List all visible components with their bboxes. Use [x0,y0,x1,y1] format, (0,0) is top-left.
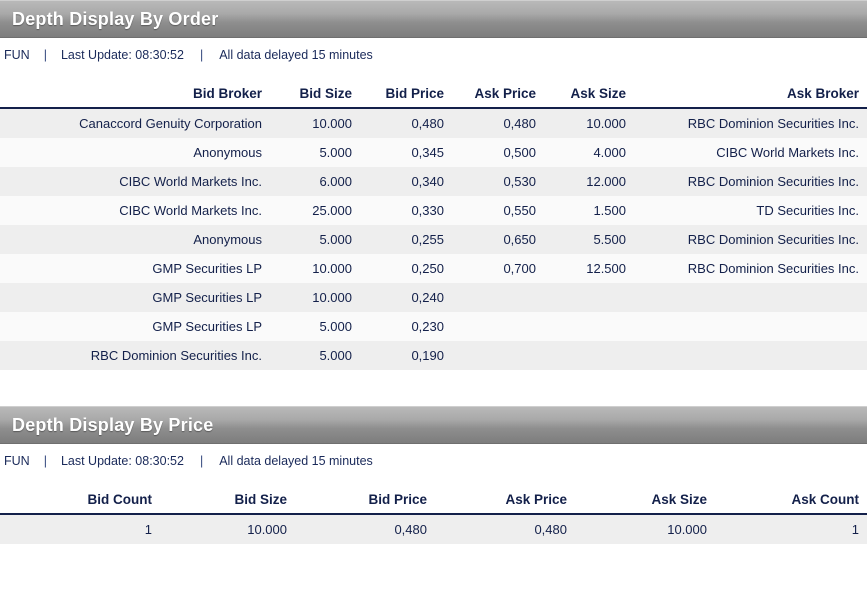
depth-by-order-table [0,82,867,370]
depth-by-price-table [0,488,867,544]
cell-bid-size: 10.000 [270,283,360,312]
table-row [0,108,867,138]
column-header-bid-size: Bid Size [160,488,295,514]
cell-ask-price: 0,650 [452,225,544,254]
column-header-bid-price: Bid Price [360,82,452,108]
section-title: Depth Display By Price [12,414,214,435]
cell-ask-size [544,341,634,370]
cell-bid-price: 0,480 [295,514,435,544]
cell-ask-size: 12.500 [544,254,634,283]
cell-bid-size: 5.000 [270,312,360,341]
depth-by-price-header [0,406,867,444]
cell-bid-size: 10.000 [270,108,360,138]
cell-ask-price: 0,500 [452,138,544,167]
cell-ask-price [452,312,544,341]
cell-ask-price: 0,550 [452,196,544,225]
cell-ask-size: 4.000 [544,138,634,167]
cell-ask-price: 0,530 [452,167,544,196]
column-header-ask-size: Ask Size [575,488,715,514]
table-row [0,225,867,254]
cell-bid-broker: Canaccord Genuity Corporation [0,108,270,138]
cell-ask-price [452,341,544,370]
cell-bid-price: 0,255 [360,225,452,254]
cell-bid-broker: CIBC World Markets Inc. [0,167,270,196]
cell-ask-broker: TD Securities Inc. [634,196,867,225]
table-header-row [0,82,867,108]
cell-bid-broker: RBC Dominion Securities Inc. [0,341,270,370]
column-header-bid-size: Bid Size [270,82,360,108]
cell-ask-broker: CIBC World Markets Inc. [634,138,867,167]
cell-ask-broker [634,283,867,312]
cell-ask-price: 0,480 [452,108,544,138]
cell-bid-broker: GMP Securities LP [0,312,270,341]
cell-bid-size: 5.000 [270,225,360,254]
cell-ask-count: 1 [715,514,867,544]
cell-bid-price: 0,230 [360,312,452,341]
depth-by-order-body [0,108,867,370]
page-title: Depth Display By Order [12,8,219,29]
depth-by-price-panel [0,406,867,544]
column-header-bid-count: Bid Count [0,488,160,514]
cell-ask-size: 5.500 [544,225,634,254]
delay-notice-label: All data delayed 15 minutes [219,454,373,468]
order-table-spacer [0,70,867,82]
cell-bid-size: 25.000 [270,196,360,225]
depth-by-order-header [0,0,867,38]
panel-gap [0,370,867,406]
cell-bid-size: 10.000 [160,514,295,544]
table-row [0,341,867,370]
depth-by-order-meta [0,38,867,70]
column-header-ask-price: Ask Price [452,82,544,108]
cell-ask-broker: RBC Dominion Securities Inc. [634,108,867,138]
column-header-ask-broker: Ask Broker [634,82,867,108]
symbol-label: FUN [4,454,30,468]
meta-separator-2: | [199,48,204,62]
table-header-row [0,488,867,514]
cell-bid-broker: Anonymous [0,138,270,167]
cell-ask-size [544,283,634,312]
cell-bid-size: 10.000 [270,254,360,283]
cell-ask-size [544,312,634,341]
cell-bid-count: 1 [0,514,160,544]
cell-ask-price [452,283,544,312]
cell-bid-broker: GMP Securities LP [0,283,270,312]
table-row [0,196,867,225]
cell-bid-broker: CIBC World Markets Inc. [0,196,270,225]
meta-separator-1: | [43,454,47,468]
column-header-ask-size: Ask Size [544,82,634,108]
cell-ask-broker [634,341,867,370]
cell-bid-broker: GMP Securities LP [0,254,270,283]
cell-ask-broker: RBC Dominion Securities Inc. [634,167,867,196]
last-update-label: Last Update: 08:30:52 [60,454,184,468]
symbol-label: FUN [4,48,30,62]
table-row [0,167,867,196]
table-row [0,283,867,312]
table-row [0,138,867,167]
cell-ask-size: 1.500 [544,196,634,225]
cell-ask-broker: RBC Dominion Securities Inc. [634,225,867,254]
cell-bid-price: 0,480 [360,108,452,138]
table-row [0,514,867,544]
cell-bid-size: 5.000 [270,341,360,370]
cell-bid-price: 0,340 [360,167,452,196]
column-header-bid-broker: Bid Broker [0,82,270,108]
depth-by-price-meta [0,444,867,476]
cell-ask-size: 10.000 [544,108,634,138]
cell-ask-price: 0,700 [452,254,544,283]
last-update-label: Last Update: 08:30:52 [60,48,184,62]
cell-bid-price: 0,330 [360,196,452,225]
depth-by-price-body [0,514,867,544]
meta-separator-1: | [43,48,47,62]
cell-ask-price: 0,480 [435,514,575,544]
table-row [0,254,867,283]
cell-ask-broker: RBC Dominion Securities Inc. [634,254,867,283]
meta-separator-2: | [199,454,204,468]
cell-bid-price: 0,250 [360,254,452,283]
cell-bid-size: 6.000 [270,167,360,196]
price-table-spacer [0,476,867,488]
cell-ask-size: 10.000 [575,514,715,544]
column-header-ask-price: Ask Price [435,488,575,514]
cell-bid-price: 0,190 [360,341,452,370]
delay-notice-label: All data delayed 15 minutes [219,48,373,62]
cell-bid-price: 0,240 [360,283,452,312]
table-row [0,312,867,341]
cell-bid-size: 5.000 [270,138,360,167]
column-header-ask-count: Ask Count [715,488,867,514]
cell-bid-broker: Anonymous [0,225,270,254]
cell-ask-size: 12.000 [544,167,634,196]
column-header-bid-price: Bid Price [295,488,435,514]
cell-bid-price: 0,345 [360,138,452,167]
cell-ask-broker [634,312,867,341]
